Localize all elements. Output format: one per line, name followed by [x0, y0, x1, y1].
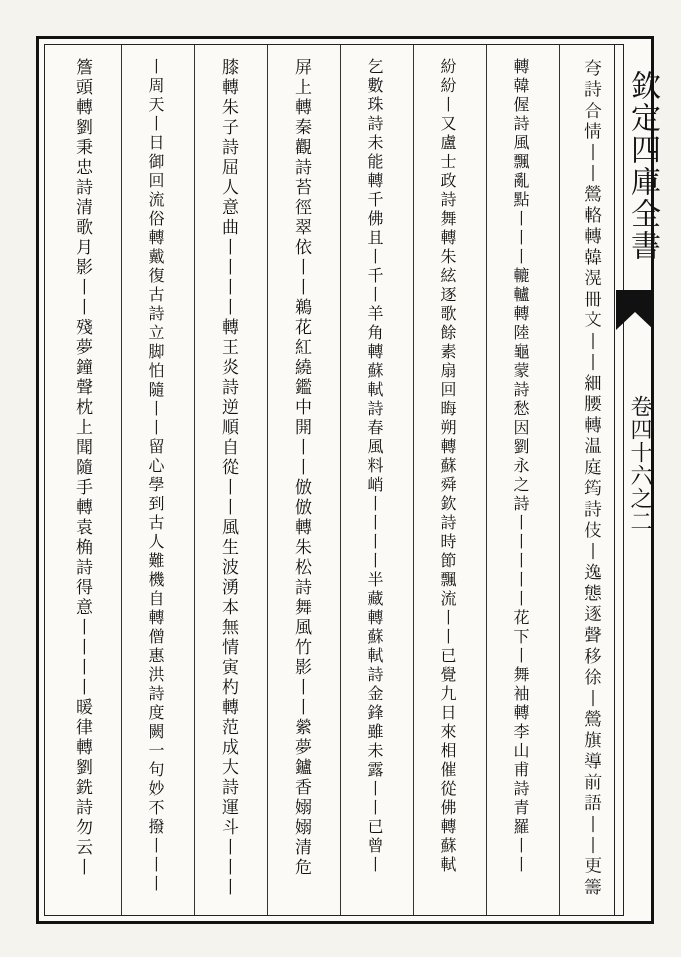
column-divider — [413, 45, 414, 915]
column-divider — [267, 45, 268, 915]
text-column-2: 轉韓偓詩風飄亂點丨丨丨轆轤轉陸龜蒙詩愁因劉永之詩丨丨丨丨丨花下丨舞袖轉李山甫詩青羅丨丨 — [511, 58, 530, 875]
text-column-7: 丨周天丨日御回流俗轉戴復古詩立脚怕隨丨丨留心學到古人難機自轉僧惠洪詩度闕一句妙不撥丨丨丨 — [146, 58, 165, 894]
text-column-8: 簷頭轉劉秉忠詩清歌月影丨丨殘夢鐘聲枕上聞隨手轉袁桷詩得意丨丨丨丨暖律轉劉銑詩勿云丨 — [72, 58, 92, 878]
column-divider — [194, 45, 195, 915]
text-column-5: 屏上轉秦觀詩苔徑翠依丨丨鵜花紅繞鑑中開丨丨倣倣轉朱松詩舞風竹影丨丨縈夢鑪香嫋嫋清危 — [291, 58, 311, 878]
book-title: 欽定四庫全書 — [625, 70, 660, 262]
text-column-3: 紛紛丨又盧士政詩舞轉朱絃逐歌餘素扇回晦朔轉蘇舜欽詩時節飄流丨丨已覺九日來相催從佛轉蘇軾 — [438, 58, 457, 875]
column-divider — [486, 45, 487, 915]
text-column-4: 乞數珠詩未能轉千佛且丨千丨羊角轉蘇軾詩春風料峭丨丨丨丨半藏轉蘇軾詩金鋒雖未露丨丨已曾丨 — [365, 58, 384, 875]
text-column-1: 𡗝詩合情丨丨鶯輅轉韓滉冊文丨丨細腰轉温庭筠詩伎丨逸態逐聲移徐丨鶯旗導前語丨丨更籌 — [582, 58, 603, 898]
column-divider — [340, 45, 341, 915]
volume-label: 卷四十六之二 — [627, 395, 652, 533]
text-column-6: 膝轉朱子詩屈人意曲丨丨丨丨轉王炎詩逆順自從丨丨風生波湧本無情寅杓轉范成大詩運斗丨丨丨 — [218, 58, 238, 898]
column-divider — [559, 45, 560, 915]
column-divider — [121, 45, 122, 915]
